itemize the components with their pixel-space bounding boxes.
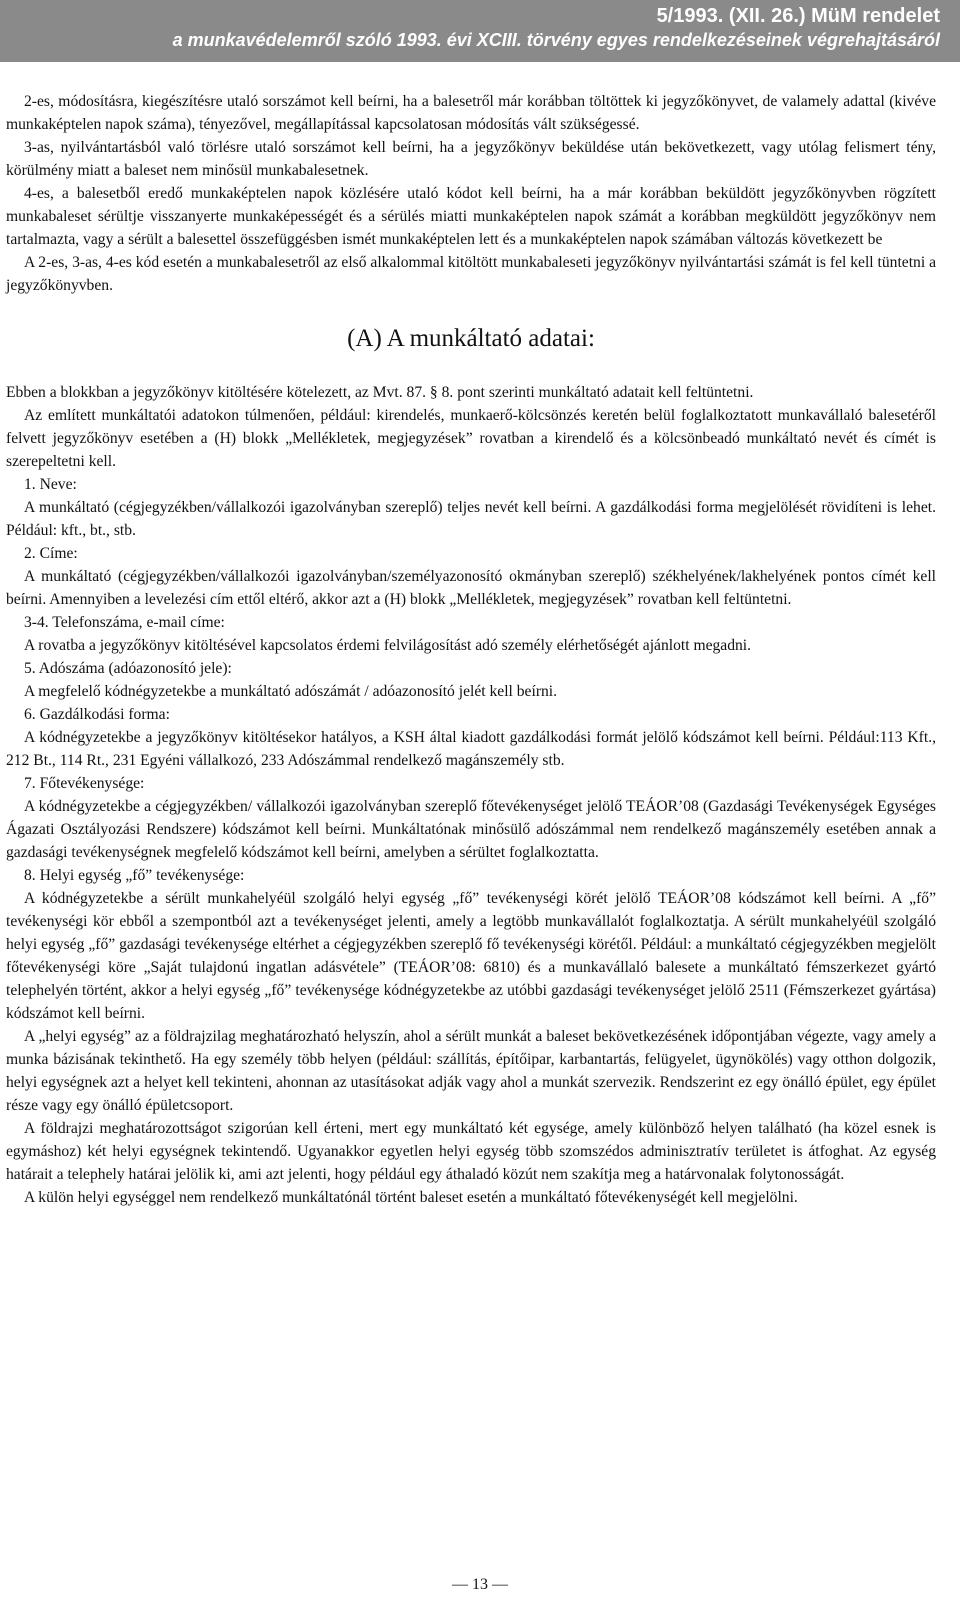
paragraph: A munkáltató (cégjegyzékben/vállalkozói igazolványban szereplő) teljes nevét kell beírni. A gazdálkodási forma megjelölését rövidíteni is lehet. Például: kft., bt., stb.: [6, 499, 936, 539]
paragraph: A megfelelő kódnégyzetekbe a munkáltató adószámát / adóazonosító jelét kell beírni.: [24, 683, 558, 700]
header-decree-title: 5/1993. (XII. 26.) MüM rendelet: [656, 5, 940, 27]
paragraph: 3-as, nyilvántartásból való törlésre utaló sorszámot kell beírni, ha a jegyzőkönyv beküldése után bekövetkezett, vagy utólag felismert tény, körülmény miatt a baleset nem minősül munkabalesetnek.: [6, 139, 936, 179]
paragraph: 1. Neve:: [24, 476, 77, 493]
header-decree-subtitle: a munkavédelemről szóló 1993. évi XCIII. törvény egyes rendelkezéseinek végrehajtásáról: [172, 30, 940, 50]
paragraph: 4-es, a balesetből eredő munkaképtelen napok közlésére utaló kódot kell beírni, ha a már korábban beküldött jegyzőkönyvben rögzített munkabaleset sérültje visszanyerte munkaképességét és a sérülés miatti munkaképtelen napok számát a korábban megküldött jegyzőkönyv nem tartalmazta, vagy a sérült a balesettel összefüggésben ismét munkaképtelen lett és a munkaképtelen napok számában változás következett be: [6, 185, 936, 248]
paragraph: A 2-es, 3-as, 4-es kód esetén a munkabalesetről az első alkalommal kitöltött munkabaleseti jegyzőkönyv nyilvántartási számát is fel kell tüntetni a jegyzőkönyvben.: [6, 254, 936, 294]
page-header: [0, 0, 960, 62]
paragraph: 5. Adószáma (adóazonosító jele):: [24, 660, 232, 677]
page-number: — 13 —: [452, 1576, 508, 1593]
paragraph: 8. Helyi egység „fő” tevékenysége:: [24, 867, 245, 884]
paragraph: Az említett munkáltatói adatokon túlmenően, például: kirendelés, munkaerő-kölcsönzés keretén belül foglalkoztatott munkavállaló balesetéről felvett jegyzőkönyv esetében a (H) blokk „Mellékletek, megjegyzések” rovatban a kirendelő és a kölcsönbeadó munkáltató nevét és címét is szerepeltetni kell.: [6, 407, 936, 470]
paragraph: 3-4. Telefonszáma, e-mail címe:: [24, 614, 225, 631]
paragraph: A földrajzi meghatározottságot szigorúan kell érteni, mert egy munkáltató két egysége, amely különböző helyen található (ha közel esnek is egymáshoz) két helyi egységnek tekintendő. Ugyanakkor egyetlen helyi egység több szomszédos adminisztratív területet is átfoghat. Az egység határait a telephely határai jelölik ki, ami azt jelenti, hogy például egy áthaladó közút nem szakítja meg a határvonalak folytonosságát.: [6, 1120, 936, 1183]
paragraph: A kódnégyzetekbe a jegyzőkönyv kitöltésekor hatályos, a KSH által kiadott gazdálkodási formát jelölő kódszámot kell beírni. Például:113 Kft., 212 Bt., 114 Rt., 231 Egyéni vállalkozó, 233 Adószámmal rendelkező magánszemély stb.: [6, 729, 936, 769]
section-heading: (A) A munkáltató adatai:: [347, 325, 595, 352]
paragraph: 2. Címe:: [24, 545, 78, 562]
document-body: [6, 90, 936, 1209]
paragraph: A „helyi egység” az a földrajzilag meghatározható helyszín, ahol a sérült munkát a baleset bekövetkezésének időpontjában végezte, vagy amely a munka bázisának tekinthető. Ha egy személy több helyen (például: szállítás, építőipar, karbantartás, felügyelet, ügynökölés) vagy otthon dolgozik, helyi egységnek azt a helyet kell tekinteni, ahonnan az utasításokat adják vagy ahol a munkát szervezik. Rendszerint ez egy önálló épület, egy épület része vagy egy önálló épületcsoport.: [6, 1028, 936, 1114]
paragraph: 6. Gazdálkodási forma:: [24, 706, 170, 723]
paragraph: A rovatba a jegyzőkönyv kitöltésével kapcsolatos érdemi felvilágosítást adó személy elérhetőségét ajánlott megadni.: [24, 637, 752, 654]
paragraph: 7. Főtevékenysége:: [24, 775, 145, 792]
paragraph: A külön helyi egységgel nem rendelkező munkáltatónál történt baleset esetén a munkáltató főtevékenységét kell megjelölni.: [24, 1189, 798, 1206]
paragraph: A munkáltató (cégjegyzékben/vállalkozói igazolványban/személyazonosító okmányban szereplő) székhelyének/lakhelyének pontos címét kell beírni. Amennyiben a levelezési cím ettől eltérő, akkor azt a (H) blokk „Mellékletek, megjegyzések” rovatban kell feltüntetni.: [6, 568, 936, 608]
paragraph: A kódnégyzetekbe a cégjegyzékben/ vállalkozói igazolványban szereplő főtevékenységet jelölő TEÁOR’08 (Gazdasági Tevékenységek Egységes Ágazati Osztályozási Rendszere) kódszámot kell beírni. Munkáltatónak minősülő adószámmal nem rendelkező magánszemély esetében annak a gazdasági tevékenységnek megfelelő kódszámot kell beírni, amelyben a sérültet foglalkoztatta.: [6, 798, 936, 861]
paragraph: Ebben a blokkban a jegyzőkönyv kitöltésére kötelezett, az Mvt. 87. § 8. pont szerinti munkáltató adatait kell feltüntetni.: [6, 384, 754, 401]
paragraph: 2-es, módosításra, kiegészítésre utaló sorszámot kell beírni, ha a balesetről már korábban töltöttek ki jegyzőkönyvet, de valamely adattal (kivéve munkaképtelen napok száma), tényezővel, megállapítással kapcsolatosan módosítás vált szükségessé.: [6, 93, 936, 133]
paragraph: A kódnégyzetekbe a sérült munkahelyéül szolgáló helyi egység „fő” tevékenységi körét jelölő TEÁOR’08 kódszámot kell beírni. A „fő” tevékenységi kör ebből a szempontból azt a tevékenységet jelenti, amely a legtöbb munkavállalót foglalkoztatja. A sérült munkahelyéül szolgáló helyi egység „fő” gazdasági tevékenysége eltérhet a cégjegyzékben szereplő fő tevékenységi körétől. Például: a munkáltató cégjegyzékben megjelölt főtevékenységi köre „Saját tulajdonú ingatlan adásvétele” (TEÁOR’08: 6810) és a munkavállaló balesete a munkáltató fémszerkezet gyártó telephelyén történt, akkor a helyi egység „fő” tevékenysége kódnégyzetekbe az utóbbi gazdasági tevékenységet jelölő 2511 (Fémszerkezet gyártása) kódszámot kell beírni.: [6, 890, 936, 1022]
